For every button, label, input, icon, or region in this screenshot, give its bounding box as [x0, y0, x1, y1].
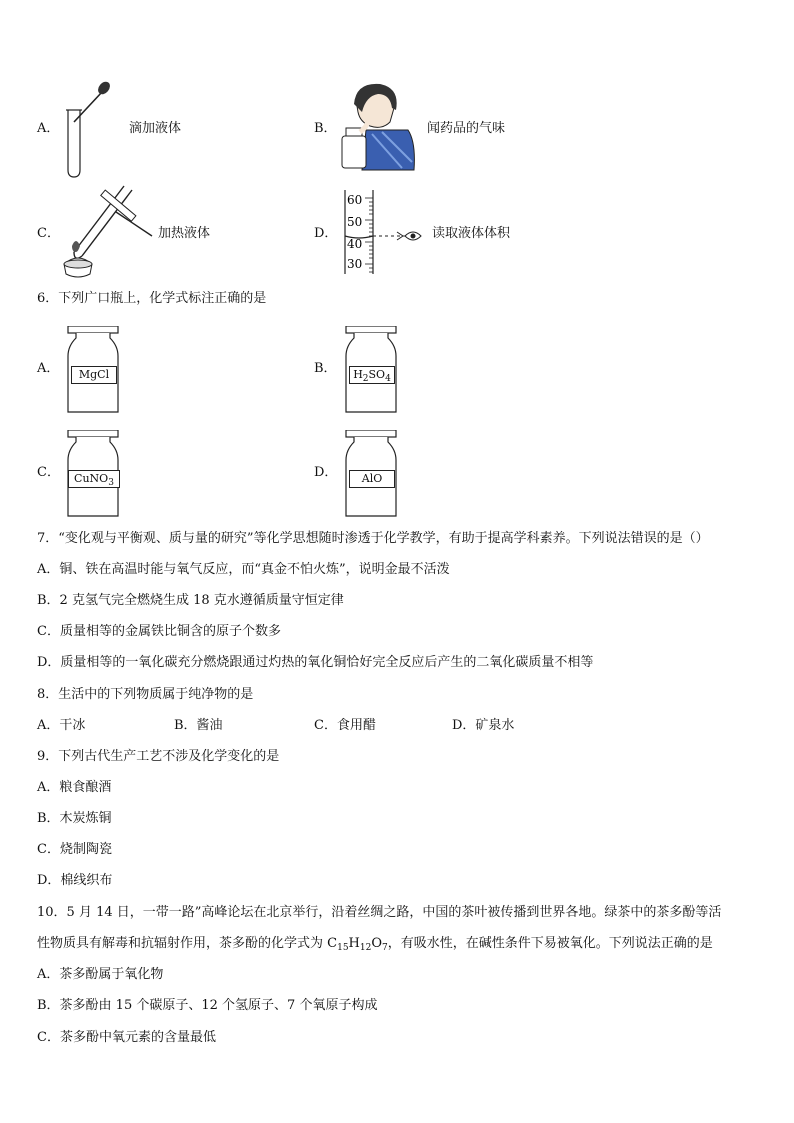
q5-option-d-text: 读取液体体积: [432, 226, 511, 241]
q7-option-c: C．质量相等的金属铁比铜含的原子个数多: [37, 624, 281, 639]
bottle-label-h2so4: $H_2SO_4$: [349, 366, 395, 384]
dropper-test-tube-illustration: [62, 80, 114, 180]
q10-stem-line1: 10．5 月 14 日，一带一路”高峰论坛在北京举行，沿着丝绸之路，中国的茶叶被传播到世界各地。绿茶中的茶多酚等活: [37, 905, 722, 920]
q5-option-a-letter: A．: [37, 121, 60, 136]
q9-option-d: D．棉线织布: [37, 873, 113, 888]
q5-option-a-text: 滴加液体: [129, 121, 182, 136]
q8-option-b: B．酱油: [174, 718, 223, 733]
q5-option-b-letter: B．: [314, 121, 337, 136]
smelling-chemical-illustration: [338, 82, 418, 172]
q7-option-b: B．2 克氢气完全燃烧生成 18 克水遵循质量守恒定律: [37, 593, 344, 608]
q6-option-d-letter: D．: [314, 465, 338, 480]
q8-option-d: D．矿泉水: [452, 718, 515, 733]
cylinder-tick-label: 50: [347, 215, 363, 229]
q6-option-a-letter: A．: [37, 361, 60, 376]
q9-option-b: B．木炭炼铜: [37, 811, 112, 826]
q10-option-c: C．茶多酚中氧元素的含量最低: [37, 1030, 216, 1045]
q5-option-d-letter: D．: [314, 226, 338, 241]
q10-option-b: B．茶多酚由 15 个碳原子、12 个氢原子、7 个氧原子构成: [37, 998, 378, 1013]
q7-option-d: D．质量相等的一氧化碳充分燃烧跟通过灼热的氧化铜恰好完全反应后产生的二氧化碳质量不相等: [37, 655, 594, 670]
bottle-label-cuno3: CuNO$_3$: [68, 470, 120, 488]
cylinder-tick-label: 60: [347, 193, 363, 207]
q6-option-b-letter: B．: [314, 361, 337, 376]
q8-option-a: A．干冰: [37, 718, 86, 733]
cylinder-tick-label: 40: [347, 237, 363, 251]
q8-stem: 8．生活中的下列物质属于纯净物的是: [37, 687, 254, 702]
q9-option-c: C．烧制陶瓷: [37, 842, 112, 857]
q5-option-c-text: 加热液体: [158, 226, 211, 241]
q9-option-a: A．粮食酿酒: [37, 780, 112, 795]
q5-option-b-text: 闻药品的气味: [427, 121, 506, 136]
q5-option-c-letter: C．: [37, 226, 60, 241]
bottle-label-alo: AlO: [349, 470, 395, 488]
bottle-label-mgcl: MgCl: [71, 366, 117, 384]
q8-option-c: C．食用醋: [314, 718, 376, 733]
graduated-cylinder-illustration: [335, 190, 427, 276]
q7-option-a: A．铜、铁在高温时能与氧气反应，而“真金不怕火炼”，说明金最不活泼: [37, 562, 450, 577]
cylinder-tick-label: 30: [347, 257, 363, 271]
q6-stem: 6．下列广口瓶上，化学式标注正确的是: [37, 291, 267, 306]
q7-stem: 7．“变化观与平衡观、质与量的研究”等化学思想随时渗透于化学教学，有助于提高学科素养。下列说法错误的是（）: [37, 531, 709, 546]
heating-liquid-illustration: [60, 182, 156, 280]
q9-stem: 9．下列古代生产工艺不涉及化学变化的是: [37, 749, 280, 764]
q10-option-a: A．茶多酚属于氧化物: [37, 967, 164, 982]
q10-stem-line2: 性物质具有解毒和抗辐射作用，茶多酚的化学式为 $C_{15}H_{12}O_7$，有吸水性，在碱性条件下易被氧化。下列说法正确的是: [37, 936, 713, 953]
q6-option-c-letter: C．: [37, 465, 60, 480]
